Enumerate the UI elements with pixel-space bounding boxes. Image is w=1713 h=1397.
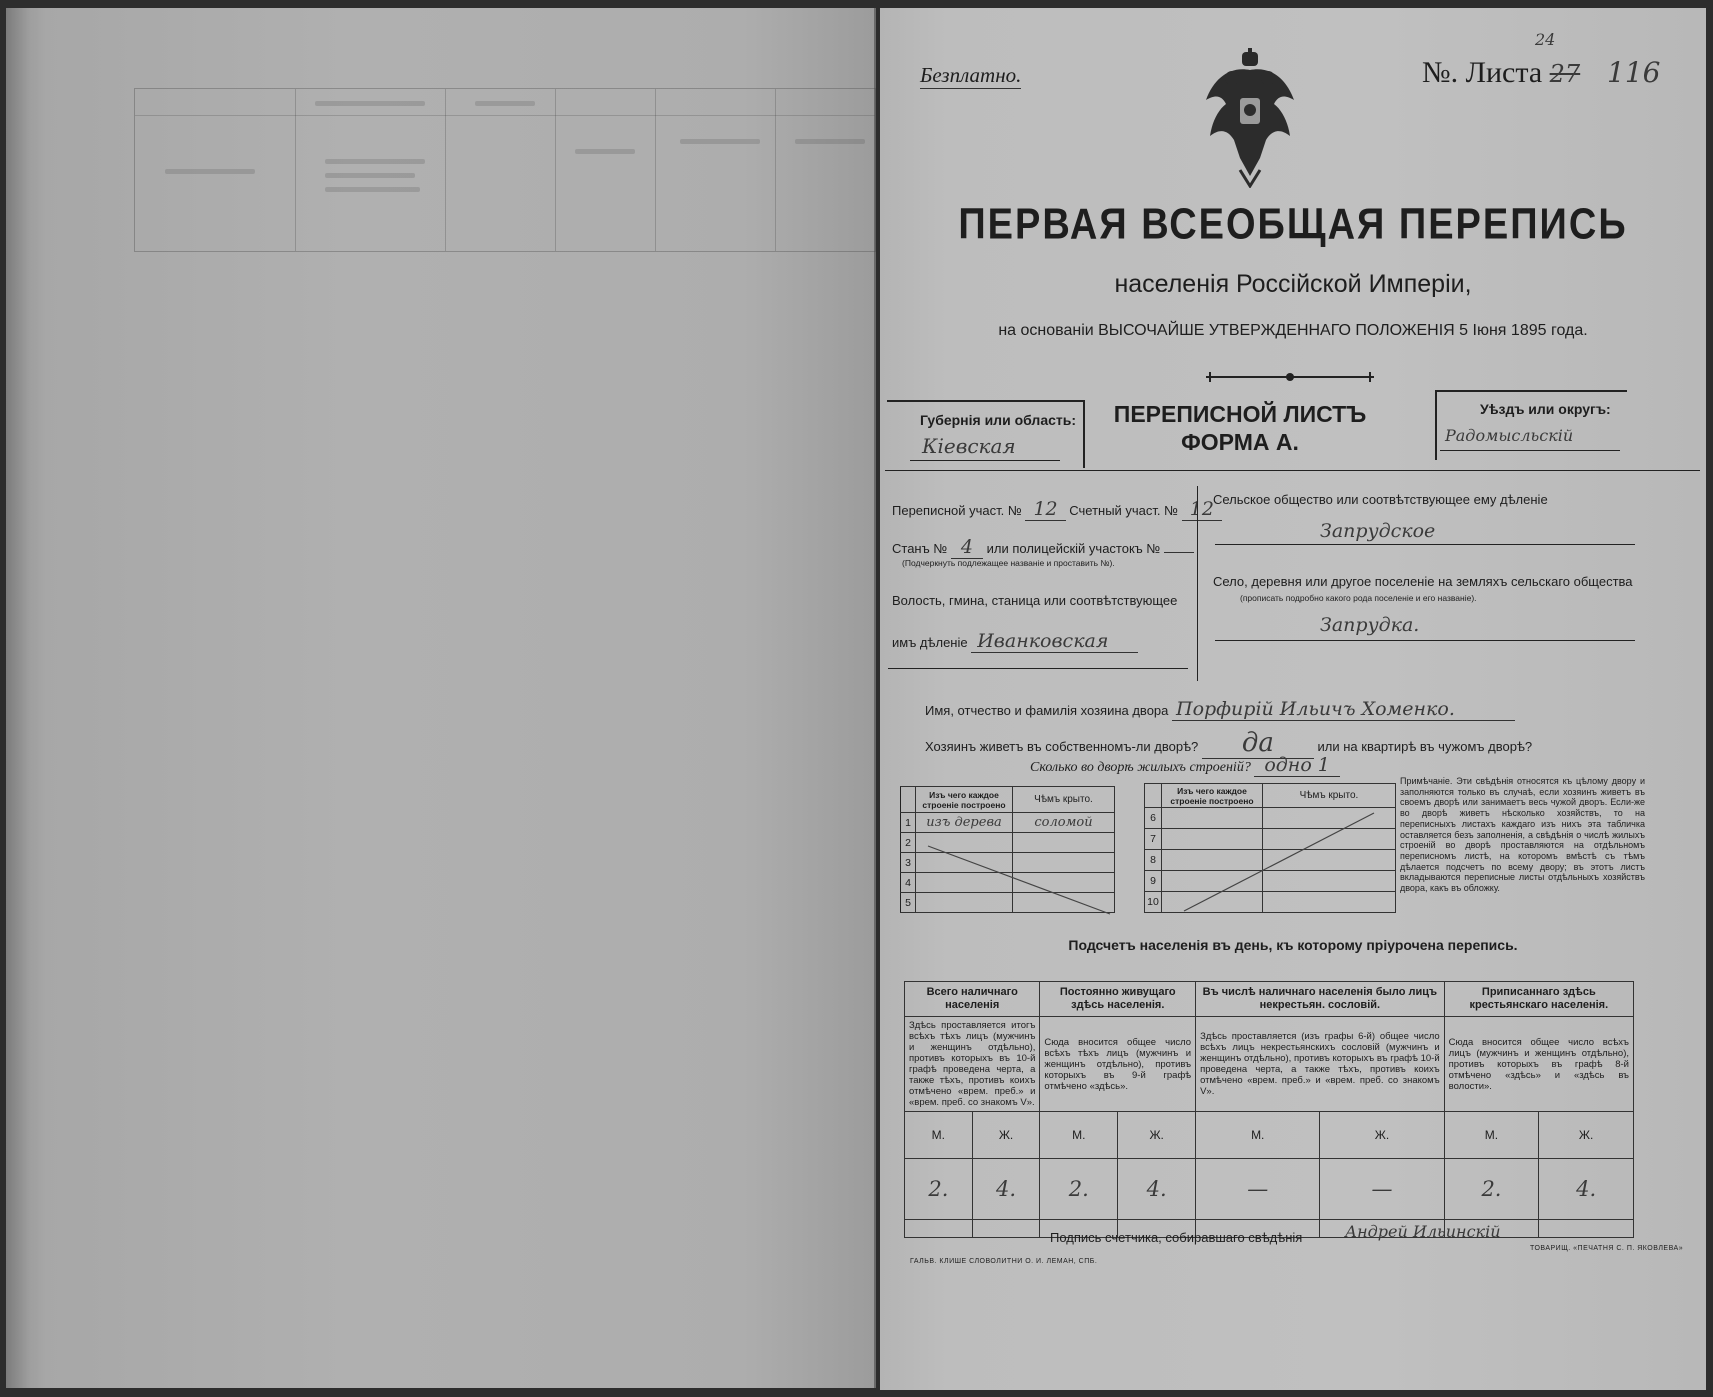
volost-label-1: Волость, гмина, станица или соотвѣтствующее [892, 593, 1178, 608]
female-label: Ж. [1118, 1112, 1196, 1159]
pop-col-title: Приписаннаго здѣсь крестьянскаго населенія. [1444, 982, 1633, 1017]
page-edge-shadow [6, 8, 46, 1388]
gubernia-value: Кіевская [922, 434, 1016, 458]
population-heading: Подсчетъ населенія въ день, къ которому пріурочена перепись. [1068, 937, 1518, 953]
pop-col-title: Всего наличнаго населенія [905, 982, 1040, 1017]
ornament-divider-icon [1200, 367, 1380, 387]
village-note: (прописать подробно какого рода поселеніе и его названіе). [1240, 593, 1477, 603]
society-label: Сельское общество или соотвѣтствующее ему дѣленіе [1213, 492, 1548, 507]
building-row: 3 [901, 853, 1115, 873]
pop-male-value: 2. [905, 1159, 973, 1220]
form-title-line2: ФОРМА А. [1181, 429, 1299, 455]
double-headed-eagle-emblem-icon [1200, 48, 1300, 188]
left-page-blank [6, 8, 876, 1388]
pop-male-value: — [1196, 1159, 1320, 1220]
buildings-count-field: Сколько во дворѣ жилыхъ строеній? одно 1 [1030, 754, 1340, 776]
sheet-number-correction: 24 [1535, 30, 1556, 49]
pop-col-desc: Сюда вносится общее число всѣхъ тѣхъ лицъ (мужчинъ и женщинъ отдѣльно), противъ которыхъ въ 9-й графѣ отмѣчено «здѣсь». [1040, 1017, 1196, 1112]
owner-residence-value: да [1202, 728, 1314, 759]
male-label: М. [905, 1112, 973, 1159]
pop-col-title: Постоянно живущаго здѣсь населенія. [1040, 982, 1196, 1017]
building-row: 4 [901, 873, 1115, 893]
village-value: Запрудка. [1320, 614, 1420, 636]
free-label: Безплатно. [920, 63, 1022, 87]
pop-male-value: 2. [1040, 1159, 1118, 1220]
pop-col-desc: Здѣсь проставляется (изъ графы 6-й) общее число всѣхъ лицъ некрестьянскихъ сословій (мужчинъ и женщинъ отдѣльно), противъ которыхъ въ графѣ 10-й проведена черта, а также тѣхъ, противъ коихъ отмѣчено «врем. преб.» и «врем. преб. со знакомъ V». [1196, 1017, 1445, 1112]
gubernia-label: Губернія или область: [920, 412, 1077, 428]
bleed-through-table [134, 88, 876, 252]
strike-line-left [900, 786, 1135, 918]
pop-male-value: 2. [1444, 1159, 1539, 1220]
col-roof: Чѣмъ крыто. [1013, 787, 1115, 813]
male-label: М. [1444, 1112, 1539, 1159]
form-title-line1: ПЕРЕПИСНОЙ ЛИСТЪ [1113, 401, 1367, 427]
pop-female-value: 4. [972, 1159, 1040, 1220]
legal-basis: на основаніи ВЫСОЧАЙШЕ УТВЕРЖДЕННАГО ПОЛОЖЕНІЯ 5 Іюня 1895 года. [998, 322, 1588, 339]
building-row: 8 [1145, 850, 1396, 871]
uezd-label: Уѣздъ или округъ: [1480, 401, 1611, 417]
pop-col-desc: Сюда вносится общее число всѣхъ лицъ (мужчинъ и женщинъ отдѣльно), противъ которыхъ въ графѣ 8-й отмѣчено «здѣсь» и «здѣсь въ волости». [1444, 1017, 1633, 1112]
census-form-page [880, 8, 1706, 1390]
stan-value: 4 [951, 536, 983, 559]
owner-residence-field: Хозяинъ живетъ въ собственномъ-ли дворѣ? да или на квартирѣ въ чужомъ дворѣ? [925, 728, 1533, 758]
building-row: 2 [901, 833, 1115, 853]
male-label: М. [1040, 1112, 1118, 1159]
female-label: Ж. [1320, 1112, 1444, 1159]
archive-folio-number: 116 [1607, 56, 1661, 89]
building-row: 1 изъ дерева соломой [901, 813, 1115, 833]
strike-line-right [1144, 783, 1396, 918]
buildings-count-value: одно 1 [1254, 754, 1340, 777]
female-label: Ж. [972, 1112, 1040, 1159]
form-title [1090, 400, 1390, 456]
count-area-value: 12 [1182, 498, 1222, 521]
building-row: 10 [1145, 892, 1396, 913]
underline-note: (Подчеркнуть подлежащее названіе и проставить №). [902, 558, 1115, 568]
census-area-field: Переписной участ. № 12 Счетный участ. № 12 [892, 498, 1222, 520]
sheet-number-label: №. Листа [1422, 56, 1543, 89]
building-row: 9 [1145, 871, 1396, 892]
building-row: 7 [1145, 829, 1396, 850]
building-row: 6 [1145, 808, 1396, 829]
building-row: 5 [901, 893, 1115, 913]
population-table [904, 981, 1634, 1238]
sheet-number-value: 27 [1549, 60, 1581, 88]
uezd-value: Радомысльскій [1445, 426, 1574, 445]
census-area-value: 12 [1025, 498, 1065, 521]
pop-female-value: — [1320, 1159, 1444, 1220]
printer-imprint-right: ТОВАРИЩ. «ПЕЧАТНЯ С. П. ЯКОВЛЕВА» [1530, 1245, 1684, 1252]
document-title: ПЕРВАЯ ВСЕОБЩАЯ ПЕРЕПИСЬ [958, 200, 1628, 250]
pop-col-desc: Здѣсь проставляется итогъ всѣхъ тѣхъ лицъ (мужчинъ и женщинъ отдѣльно), противъ которыхъ въ 10-й графѣ проведена черта, а также тѣхъ, противъ коихъ отмѣчено «врем. преб.» и «врем. преб. со знакомъ V». [905, 1017, 1040, 1112]
village-label: Село, деревня или другое поселеніе на земляхъ сельскаго общества [1213, 574, 1633, 589]
buildings-note: Примѣчаніе. Эти свѣдѣнія относятся къ цѣлому двору и заполняются только въ случаѣ, если хозяинъ живетъ въ своемъ дворѣ или занимаетъ весь чужой дворъ. Если-же во дворѣ живетъ нѣсколько хозяйствъ, то на переписныхъ листахъ каждаго изъ нихъ эта табличка оставляется безъ заполненія, а свѣдѣнія о числѣ жилыхъ строеній во дворѣ проставляются на отдѣльномъ переписномъ листѣ, на которомъ вмѣстѣ съ тѣмъ дѣлается подсчетъ по всему двору; въ этотъ листъ вкладываются переписные листы отдѣльныхъ хозяйствъ двора, какъ въ обложку. [1400, 776, 1645, 894]
sheet-number [1422, 56, 1580, 90]
signature-value: Андрей Ильинскій [1345, 1222, 1501, 1241]
volost-field: имъ дѣленіе Иванковская [892, 630, 1138, 652]
stan-field: Станъ № 4 или полицейскій участокъ № [892, 536, 1194, 558]
female-label: Ж. [1539, 1112, 1634, 1159]
volost-value: Иванковская [971, 630, 1138, 653]
signature-label: Подпись счетчика, собиравшаго свѣдѣнія [1050, 1230, 1303, 1245]
society-value: Запрудское [1320, 520, 1436, 542]
document-subtitle: населенія Россійской Имперіи, [1114, 270, 1472, 298]
col-material: Изъ чего каждое строеніе построено [916, 787, 1013, 813]
pop-female-value: 4. [1118, 1159, 1196, 1220]
buildings-table-right: Изъ чего каждое строеніе построено Чѣмъ крыто. 6 7 8 9 10 [1144, 783, 1396, 913]
owner-name-value: Порфирій Ильичъ Хоменко. [1172, 698, 1515, 721]
pop-col-title: Въ числѣ наличнаго населенія было лицъ некрестьян. сословій. [1196, 982, 1445, 1017]
pop-female-value: 4. [1539, 1159, 1634, 1220]
printer-imprint-left: ГАЛЬВ. КЛИШЕ СЛОВОЛИТНИ О. И. ЛЕМАН, СПБ. [910, 1258, 1098, 1265]
male-label: М. [1196, 1112, 1320, 1159]
owner-name-field: Имя, отчество и фамилія хозяина двора Порфирій Ильичъ Хоменко. [925, 698, 1515, 720]
